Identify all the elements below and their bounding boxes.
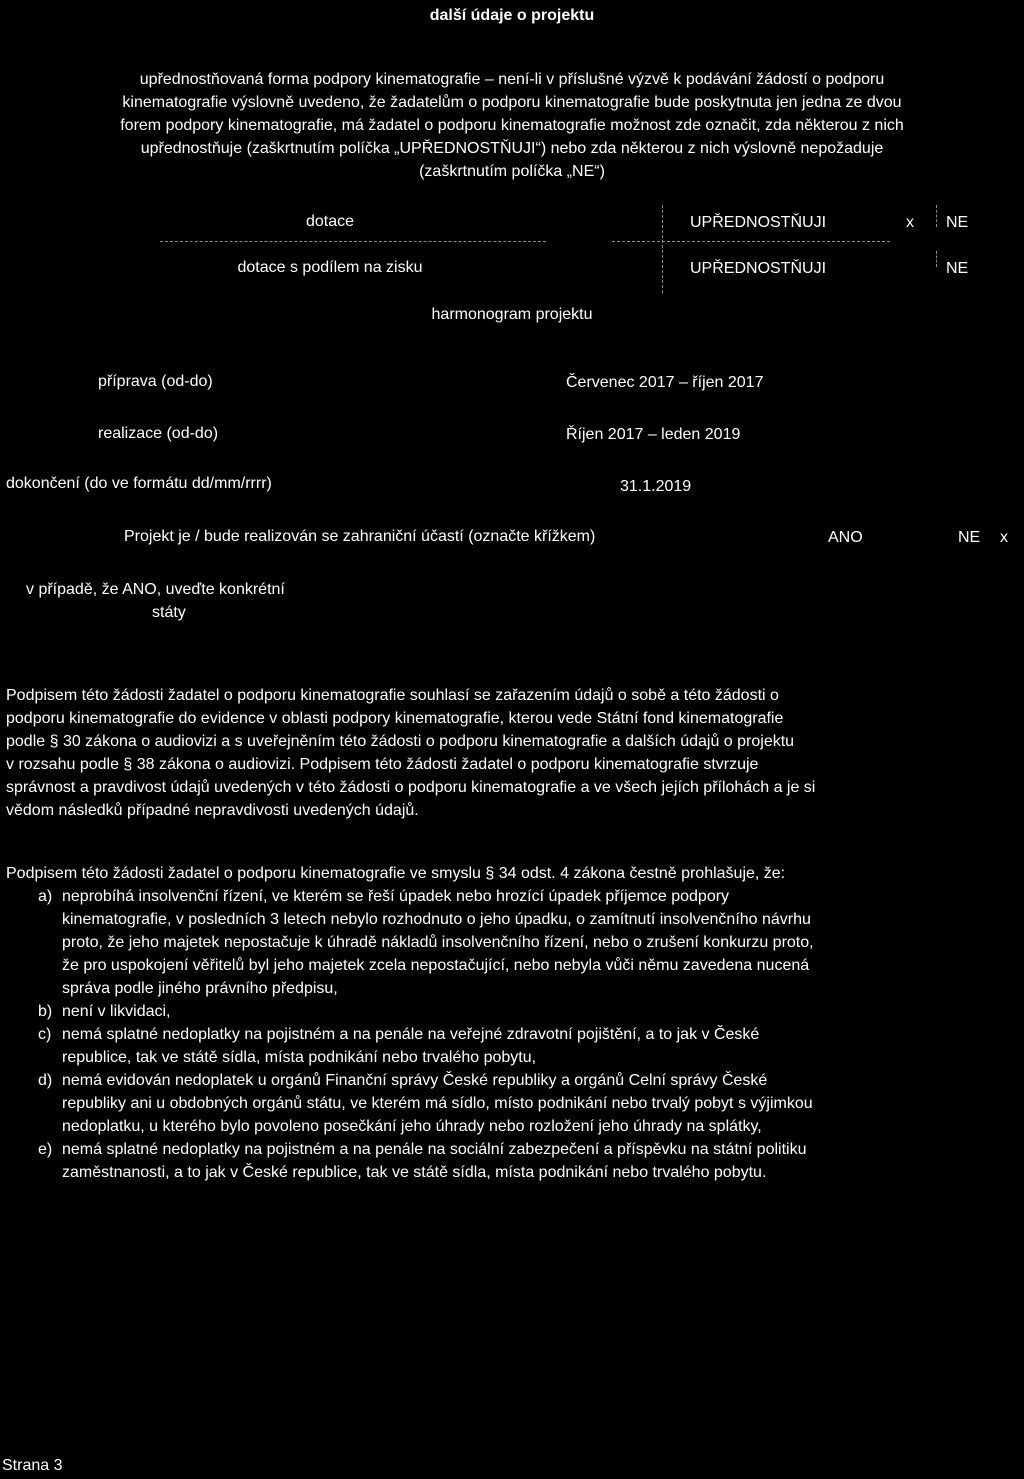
- foreign-yes-option[interactable]: ANO: [828, 529, 863, 546]
- states-label: v případě, že ANO, uveďte konkrétní: [26, 581, 285, 598]
- consent-line: Podpisem této žádosti žadatel o podporu kinematografie souhlasí se zařazením údajů o sobě a této žádosti o: [6, 687, 779, 704]
- list-marker: a): [38, 888, 53, 905]
- list-item-line: kinematografie, v posledních 3 letech nebylo rozhodnuto o jeho úpadku, o zamítnutí insolvenčního návrhu: [62, 911, 811, 928]
- declaration-list: [6, 885, 1018, 1184]
- section-heading: další údaje o projektu: [429, 7, 595, 24]
- consent-line: v rozsahu podle § 38 zákona o audiovizi. Podpisem této žádosti žadatel o podporu kinematografie stvrzuje: [6, 756, 759, 773]
- schedule-value-completion[interactable]: 31.1.2019: [620, 478, 692, 495]
- states-label: státy: [152, 604, 186, 621]
- consent-line: správnost a pravdivost údajů uvedených v této žádosti o podporu kinematografie a ve všech jejích přílohách a je si: [6, 779, 816, 796]
- intro-line: upřednostňuje (zaškrtnutím políčka „UPŘEDNOSTŇUJI“) nebo zda některou z nich výslovně nepožaduje: [140, 140, 884, 157]
- list-marker: e): [38, 1141, 53, 1158]
- list-item: [6, 1023, 1018, 1069]
- consent-paragraph: [6, 684, 1018, 822]
- intro-line: upřednostňovaná forma podpory kinematografie – není-li v příslušné výzvě k podávání žádostí o podporu: [139, 71, 885, 88]
- column-divider: [662, 205, 663, 293]
- list-item: [6, 1000, 1018, 1023]
- list-item-line: nedoplatku, u kterého bylo povoleno posečkání jeho úhrady nebo rozložení jeho úhrady na splátky,: [62, 1118, 762, 1135]
- list-item-line: není v likvidaci,: [62, 1003, 171, 1020]
- list-item-line: nemá splatné nedoplatky na pojistném a na penále na sociální zabezpečení a příspěvku na státní politiku: [62, 1141, 807, 1158]
- foreign-question: Projekt je / bude realizován se zahraniční účastí (označte křížkem): [124, 528, 596, 545]
- list-marker: d): [38, 1072, 53, 1089]
- intro-line: (zaškrtnutím políčka „NE“): [419, 163, 605, 180]
- foreign-no-option[interactable]: NE: [958, 529, 981, 546]
- checkbox-mark[interactable]: x: [1000, 529, 1008, 546]
- prefer-option[interactable]: UPŘEDNOSTŇUJI: [690, 260, 827, 277]
- list-item-line: neprobíhá insolvenční řízení, ve kterém se řeší úpadek nebo hrozící úpadek příjemce podpory: [62, 888, 730, 905]
- list-item-line: zaměstnanosti, a to jak v České republice, tak ve státě sídla, místa podnikání nebo trvalého pobytu.: [62, 1164, 767, 1181]
- list-item-line: nemá splatné nedoplatky na pojistném a na penále na veřejné zdravotní pojištění, a to jak v České: [62, 1026, 760, 1043]
- list-item-line: že pro uspokojení věřitelů byl jeho majetek zcela nepostačující, nebo nebyla vůči němu zavedena nucená: [62, 957, 810, 974]
- schedule-value-preparation[interactable]: Červenec 2017 – říjen 2017: [566, 374, 764, 391]
- consent-line: podle § 30 zákona o audiovizi a s uveřejněním této žádosti o podporu kinematografie a dalších údajů o projektu: [6, 733, 795, 750]
- list-item: [6, 885, 1018, 1000]
- support-form-label: dotace: [305, 213, 355, 230]
- declaration-intro: Podpisem této žádosti žadatel o podporu kinematografie ve smyslu § 34 odst. 4 zákona čestně prohlašuje, že:: [6, 865, 786, 882]
- list-item: [6, 1138, 1018, 1184]
- no-option[interactable]: NE: [946, 214, 969, 231]
- schedule-label-preparation: příprava (od-do): [98, 373, 213, 390]
- prefer-option[interactable]: UPŘEDNOSTŇUJI: [690, 214, 827, 231]
- list-item-line: nemá evidován nedoplatek u orgánů Finanční správy České republiky a orgánů Celní správy České: [62, 1072, 768, 1089]
- intro-line: forem podpory kinematografie, má žadatel o podporu kinematografie možnost zde označit, zda některou z nich: [120, 117, 904, 134]
- consent-line: podporu kinematografie do evidence v oblasti podpory kinematografie, kterou vede Státní fond kinematografie: [6, 710, 784, 727]
- page-number: Strana 3: [2, 1457, 63, 1474]
- list-item-line: republice, tak ve státě sídla, místa podnikání nebo trvalého pobytu,: [62, 1049, 537, 1066]
- intro-paragraph: [0, 68, 1024, 183]
- list-item-line: republiky ani u obdobných orgánů státu, ve kterém má sídlo, místo podnikání nebo trvalý pobyt s výjimkou: [62, 1095, 813, 1112]
- intro-line: kinematografie výslovně uvedeno, že žadatelům o podporu kinematografie bude poskytnuta jen jedna ze dvou: [122, 94, 902, 111]
- schedule-label-completion: dokončení (do ve formátu dd/mm/rrrr): [6, 475, 272, 492]
- list-item: [6, 1069, 1018, 1138]
- no-option[interactable]: NE: [946, 260, 969, 277]
- list-marker: b): [38, 1003, 53, 1020]
- list-item-line: proto, že jeho majetek nepostačuje k úhradě nákladů insolvenčního řízení, nebo o zrušení konkurzu proto,: [62, 934, 814, 951]
- column-divider: [936, 251, 937, 267]
- column-divider: [936, 205, 937, 227]
- checkbox-mark[interactable]: x: [906, 214, 914, 231]
- list-marker: c): [38, 1026, 52, 1043]
- row-divider: [160, 241, 546, 242]
- row-divider: [612, 241, 890, 242]
- consent-line: vědom následků případné nepravdivosti uvedených údajů.: [6, 802, 419, 819]
- support-form-label: dotace s podílem na zisku: [237, 259, 423, 276]
- schedule-label-realization: realizace (od-do): [98, 425, 219, 442]
- list-item-line: správa podle jiného právního předpisu,: [62, 980, 338, 997]
- schedule-value-realization[interactable]: Říjen 2017 – leden 2019: [566, 426, 741, 443]
- schedule-title: harmonogram projektu: [431, 306, 593, 323]
